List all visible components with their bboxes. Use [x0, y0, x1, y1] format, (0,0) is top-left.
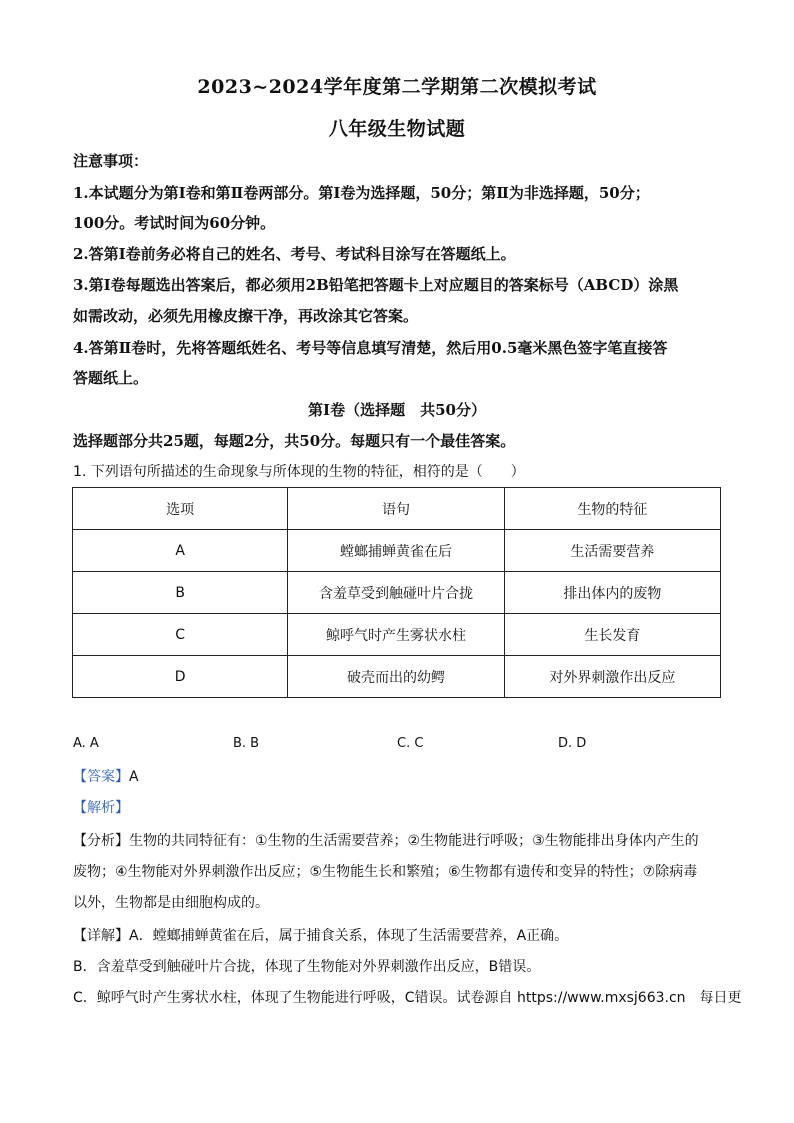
- detail-line-1: 【详解】A．螳螂捕蝉黄雀在后，属于捕食关系，体现了生活需要营养，A正确。: [73, 928, 569, 944]
- table-cell: C: [73, 614, 288, 656]
- exam-title: 2023~2024学年度第二学期第二次模拟考试: [197, 76, 597, 98]
- analysis-line-1: 【分析】生物的共同特征有：①生物的生活需要营养；②生物能进行呼吸；③生物能排出身体内产生的: [73, 833, 699, 849]
- answer-label: 【答案】: [73, 769, 129, 785]
- option-a: A. A: [73, 736, 99, 751]
- table-cell: 破壳而出的幼鳄: [288, 656, 504, 698]
- notes-heading: 注意事项：: [73, 152, 149, 170]
- table-cell: 鲸呼气时产生雾状水柱: [288, 614, 504, 656]
- option-d: D. D: [558, 736, 587, 751]
- table-cell: B: [73, 572, 288, 614]
- table-row: [73, 614, 721, 656]
- table-cell: 生长发育: [504, 614, 720, 656]
- question-stem: 1. 下列语句所描述的生命现象与所体现的生物的特征，相符的是（ ）: [73, 464, 525, 480]
- section-instruction: 选择题部分共25题，每题2分，共50分。每题只有一个最佳答案。: [73, 432, 516, 450]
- table-header-cell: 语句: [288, 488, 504, 530]
- notes-line-4: 3.第Ⅰ卷每题选出答案后，都必须用2B铅笔把答题卡上对应题目的答案标号（ABCD）涂黑: [73, 276, 679, 294]
- table-header-cell: 选项: [73, 488, 288, 530]
- detail-line-2: B．含羞草受到触碰叶片合拢，体现了生物能对外界刺激作出反应，B错误。: [73, 959, 541, 975]
- table-cell: 螳螂捕蝉黄雀在后: [288, 530, 504, 572]
- table-cell: 排出体内的废物: [504, 572, 720, 614]
- option-b: B. B: [233, 736, 260, 751]
- notes-line-6: 4.答第Ⅱ卷时，先将答题纸姓名、考号等信息填写清楚，然后用0.5毫米黑色签字笔直接答: [73, 339, 668, 357]
- table-header-row: [73, 488, 721, 530]
- answer-line: [73, 766, 723, 788]
- analysis-label-line: [73, 797, 723, 819]
- section-title: 第Ⅰ卷（选择题 共50分）: [308, 401, 486, 419]
- table-cell: A: [73, 530, 288, 572]
- question-table: [72, 487, 721, 698]
- table-row: [73, 530, 721, 572]
- answer-value: A: [129, 769, 139, 785]
- notes-line-3: 2.答第Ⅰ卷前务必将自己的姓名、考号、考试科目涂写在答题纸上。: [73, 245, 516, 263]
- table-cell: 生活需要营养: [504, 530, 720, 572]
- table-cell: 对外界刺激作出反应: [504, 656, 720, 698]
- notes-line-5: 如需改动，必须先用橡皮擦干净，再改涂其它答案。: [73, 307, 419, 325]
- notes-line-1: 1.本试题分为第Ⅰ卷和第Ⅱ卷两部分。第Ⅰ卷为选择题，50分；第Ⅱ为非选择题，50分；: [73, 184, 650, 202]
- analysis-label: 【解析】: [73, 800, 129, 816]
- table-row: [73, 656, 721, 698]
- table-row: [73, 572, 721, 614]
- table-cell: D: [73, 656, 288, 698]
- notes-line-2: 100分。考试时间为60分钟。: [73, 214, 276, 232]
- table-cell: 含羞草受到触碰叶片合拢: [288, 572, 504, 614]
- analysis-line-3: 以外，生物都是由细胞构成的。: [73, 895, 269, 911]
- analysis-line-2: 废物；④生物能对外界刺激作出反应；⑤生物能生长和繁殖；⑥生物都有遗传和变异的特性；⑦除病毒: [73, 864, 698, 880]
- exam-subtitle: 八年级生物试题: [328, 118, 466, 140]
- detail-line-3: C．鲸呼气时产生雾状水柱，体现了生物能进行呼吸，C错误。试卷源自 https://www.mxsj663.cn 每日更: [73, 990, 742, 1006]
- notes-line-7: 答题纸上。: [73, 369, 149, 387]
- table-header-cell: 生物的特征: [504, 488, 720, 530]
- option-c: C. C: [397, 736, 424, 751]
